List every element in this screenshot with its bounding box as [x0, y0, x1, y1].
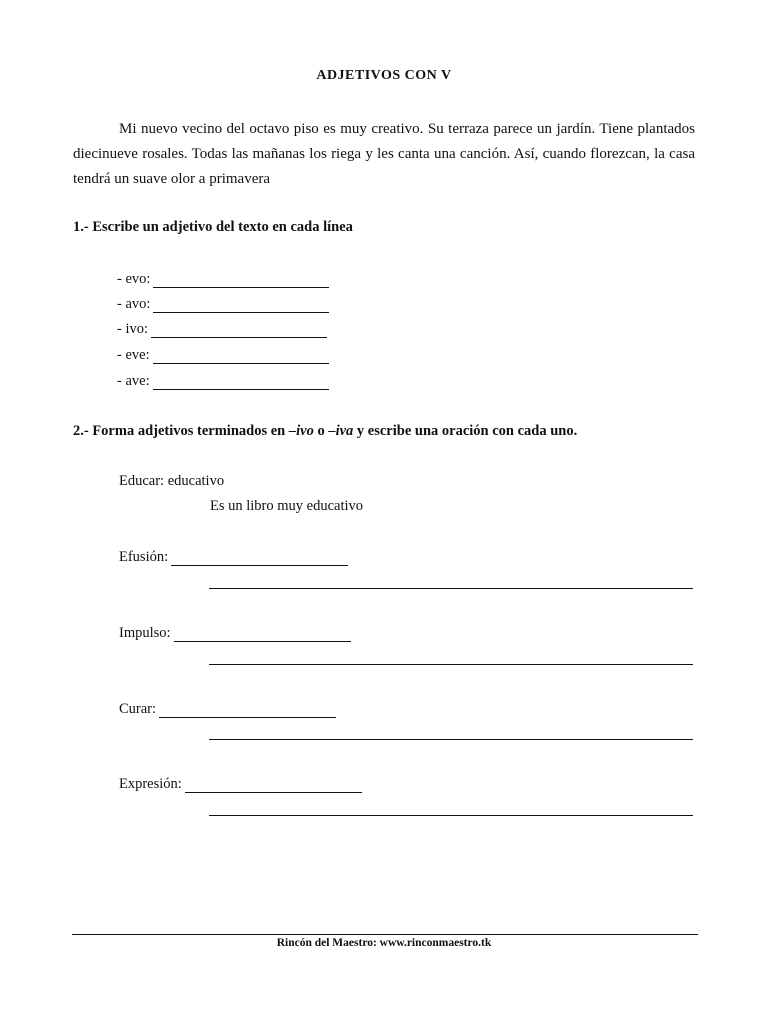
footer-credit: Rincón del Maestro: www.rinconmaestro.tk — [276, 937, 492, 949]
sentence-blank-expresion[interactable] — [209, 815, 693, 816]
word-line-efusion — [119, 548, 348, 566]
answer-line-avo — [117, 295, 329, 313]
heading-end: y escribe una oración con cada uno. — [353, 423, 578, 439]
sentence-blank-impulso[interactable] — [209, 664, 693, 665]
word-line-curar — [119, 700, 336, 718]
answer-blank[interactable] — [153, 375, 329, 390]
answer-line-ave — [117, 372, 329, 390]
answer-blank[interactable] — [153, 298, 329, 313]
word-label: Impulso: — [119, 625, 171, 641]
example-word: Educar: educativo — [119, 473, 225, 489]
heading-suffix-iva: –iva — [328, 423, 354, 439]
answer-label: - eve: — [117, 347, 150, 363]
answer-blank[interactable] — [153, 273, 329, 288]
word-line-expresion — [119, 775, 362, 793]
section-1-heading: 1.- Escribe un adjetivo del texto en cada línea — [73, 219, 353, 235]
sentence-blank-curar[interactable] — [209, 739, 693, 740]
heading-prefix: 2.- Forma adjetivos terminados en — [73, 423, 289, 439]
word-blank[interactable] — [159, 703, 336, 718]
answer-label: - ave: — [117, 373, 150, 389]
word-blank[interactable] — [171, 551, 348, 566]
heading-suffix-ivo: –ivo — [288, 423, 314, 439]
word-line-impulso — [119, 624, 351, 642]
answer-label: - ivo: — [117, 321, 149, 337]
word-blank[interactable] — [185, 778, 362, 793]
reading-paragraph: Mi nuevo vecino del octavo piso es muy creativo. Su terraza parece un jardín. Tiene plantados diecinueve rosales. Todas las mañanas los riega y les canta una canción. Así, cuando florezcan, la casa tendrá un suave olor a primavera — [73, 121, 695, 187]
word-blank[interactable] — [174, 627, 351, 642]
section-2-heading — [73, 423, 577, 440]
example-sentence: Es un libro muy educativo — [210, 498, 364, 514]
answer-line-evo — [117, 270, 329, 288]
answer-label: - avo: — [117, 296, 151, 312]
answer-blank[interactable] — [151, 323, 327, 338]
word-label: Expresión: — [119, 776, 182, 792]
footer-divider — [72, 934, 698, 935]
answer-blank[interactable] — [153, 349, 329, 364]
answer-label: - evo: — [117, 271, 151, 287]
sentence-blank-efusion[interactable] — [209, 588, 693, 589]
answer-line-ivo — [117, 320, 327, 338]
answer-line-eve — [117, 346, 329, 364]
word-label: Efusión: — [119, 549, 169, 565]
heading-middle: o — [313, 423, 329, 439]
word-label: Curar: — [119, 701, 157, 717]
page-title: ADJETIVOS CON V — [316, 68, 452, 83]
